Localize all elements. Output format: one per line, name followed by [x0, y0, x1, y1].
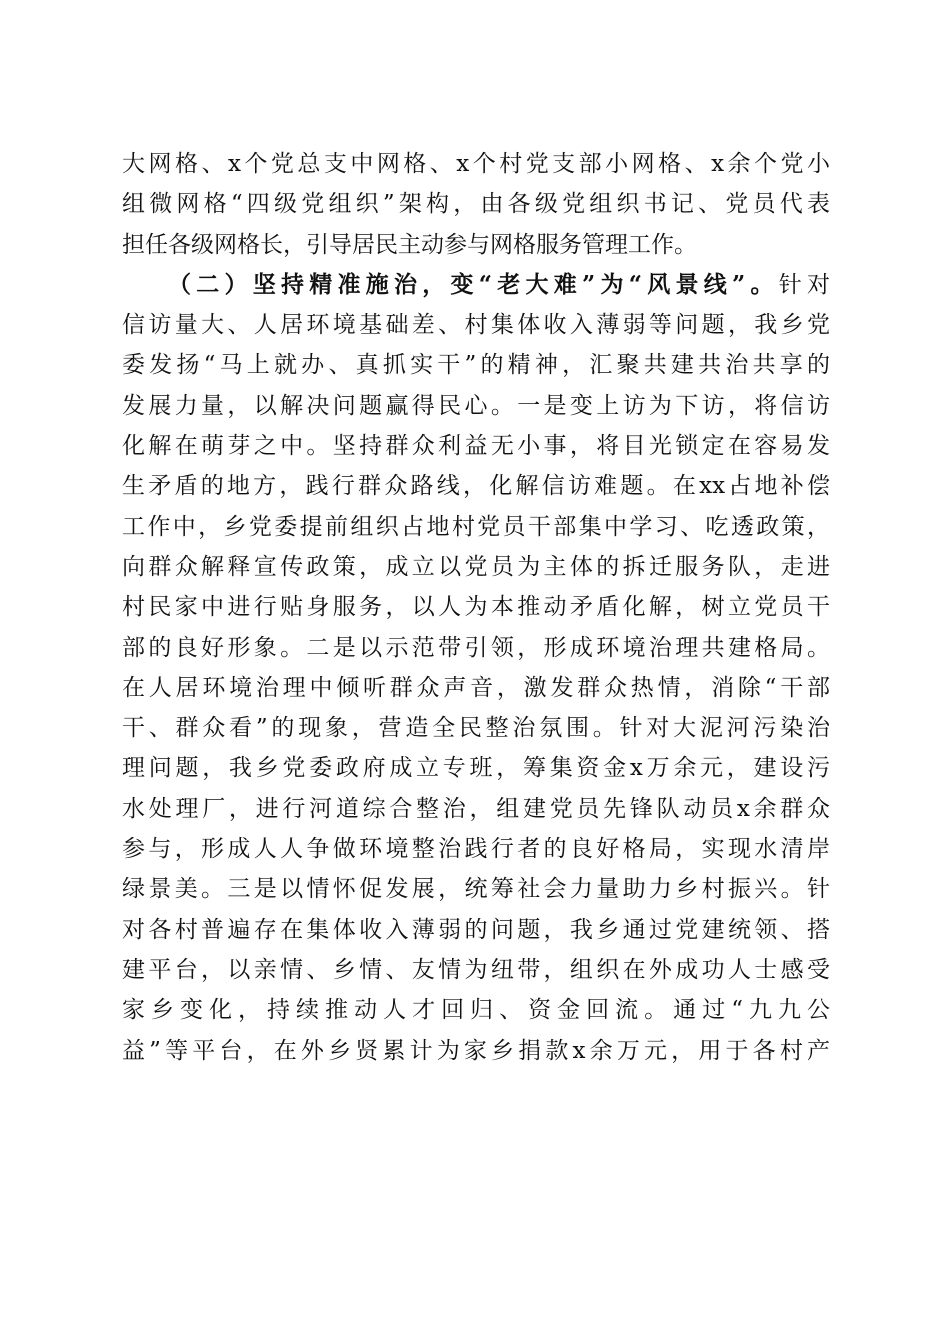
- text-line: 绿景美。三是以情怀促发展，统筹社会力量助力乡村振兴。针: [122, 876, 830, 903]
- text-line: 干、群众看”的现象，营造全民整治氛围。针对大泥河污染治: [122, 715, 830, 742]
- text-line: 向群众解释宣传政策，成立以党员为主体的拆迁服务队，走进: [122, 553, 830, 580]
- text-fragment: 针对: [778, 271, 831, 298]
- text-line: 理问题，我乡党委政府成立专班，筹集资金x万余元，建设污: [122, 755, 830, 782]
- text-line: 担任各级网格长，引导居民主动参与网格服务管理工作。: [122, 231, 697, 258]
- text-line: 发展力量，以解决问题赢得民心。一是变上访为下访，将信访: [122, 392, 830, 419]
- text-line: 家乡变化，持续推动人才回归、资金回流。通过“九九公: [122, 997, 830, 1024]
- text-line: 信访量大、人居环境基础差、村集体收入薄弱等问题，我乡党: [122, 312, 830, 339]
- section-heading: （二）坚持精准施治，变“老大难”为“风景线”。: [168, 270, 779, 298]
- text-line: 益”等平台，在外乡贤累计为家乡捐款x余万元，用于各村产: [122, 1037, 830, 1064]
- text-line: 在人居环境治理中倾听群众声音，激发群众热情，消除“干部: [122, 674, 830, 701]
- text-line: 水处理厂，进行河道综合整治，组建党员先锋队动员x余群众: [122, 795, 830, 822]
- text-line: 建平台，以亲情、乡情、友情为纽带，组织在外成功人士感受: [122, 956, 830, 983]
- text-line: 大网格、x个党总支中网格、x个村党支部小网格、x余个党小: [122, 151, 830, 177]
- text-line: 组微网格“四级党组织”架构，由各级党组织书记、党员代表: [122, 191, 830, 218]
- text-line: 对各村普遍存在集体收入薄弱的问题，我乡通过党建统领、搭: [122, 916, 830, 943]
- text-line: 化解在萌芽之中。坚持群众利益无小事，将目光锁定在容易发: [122, 433, 830, 460]
- text-line: 参与，形成人人争做环境整治践行者的良好格局，实现水清岸: [122, 836, 830, 863]
- text-line: 工作中，乡党委提前组织占地村党员干部集中学习、吃透政策，: [122, 513, 830, 540]
- body-text: [122, 144, 830, 1071]
- text-line: 委发扬“马上就办、真抓实干”的精神，汇聚共建共治共享的: [122, 352, 830, 379]
- section-heading-line: [122, 265, 830, 305]
- text-line: 村民家中进行贴身服务，以人为本推动矛盾化解，树立党员干: [122, 594, 830, 621]
- text-line: 部的良好形象。二是以示范带引领，形成环境治理共建格局。: [122, 634, 830, 661]
- text-line: 生矛盾的地方，践行群众路线，化解信访难题。在xx占地补偿: [122, 473, 830, 500]
